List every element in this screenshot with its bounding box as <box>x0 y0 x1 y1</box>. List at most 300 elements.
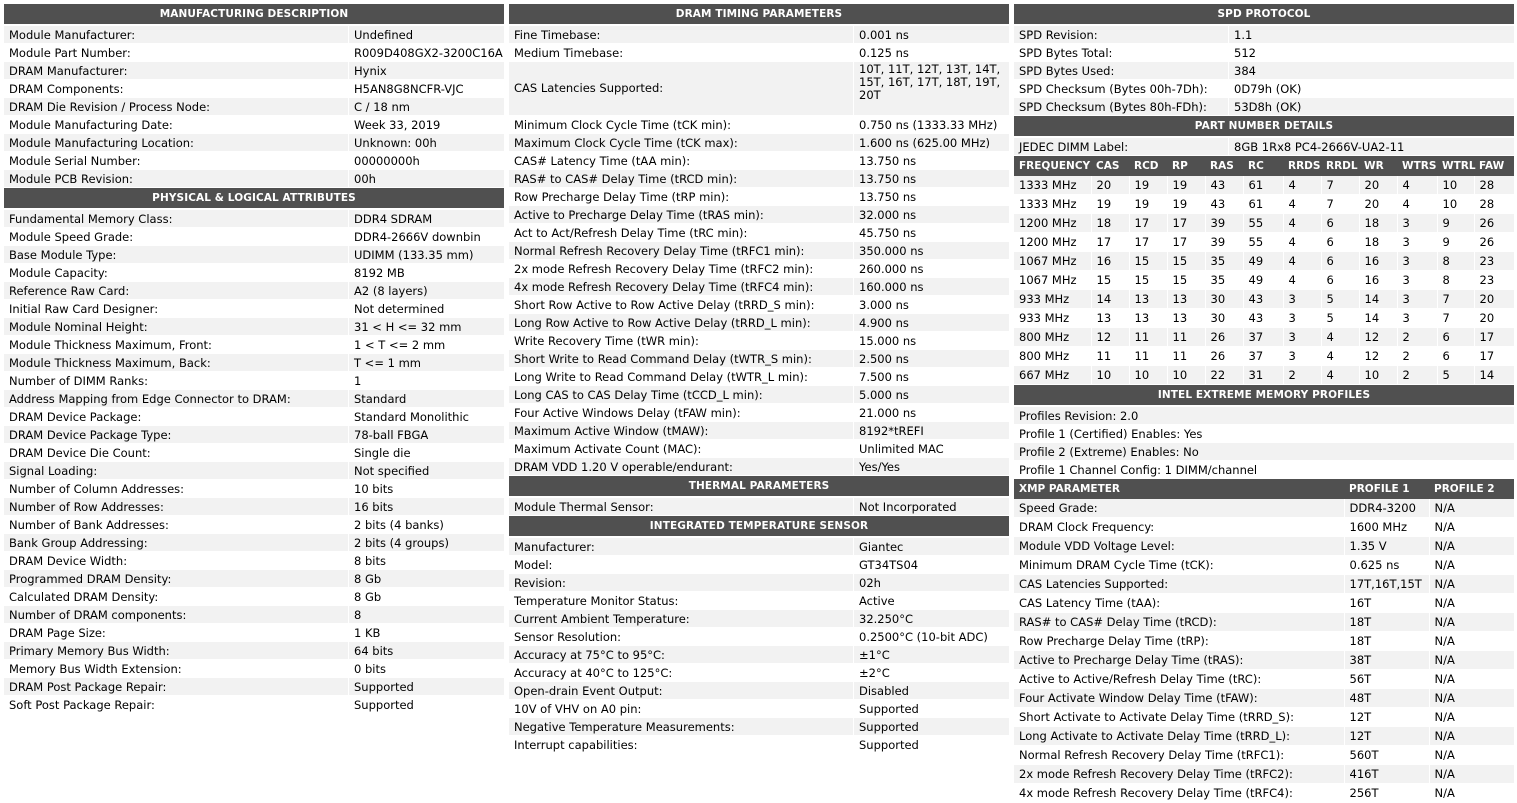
kv-key: Module Manufacturer: <box>4 26 349 43</box>
table-cell: 18 <box>1359 214 1397 233</box>
kv-row <box>4 44 504 62</box>
table-cell: 16 <box>1091 252 1129 271</box>
kv-value: A2 (8 layers) <box>354 284 428 298</box>
column-header: PROFILE 2 <box>1429 479 1514 499</box>
kv-key: Module PCB Revision: <box>4 170 349 187</box>
table-cell: Four Activate Window Delay Time (tFAW): <box>1014 689 1344 708</box>
kv-value: T <= 1 mm <box>354 356 421 370</box>
table-cell: 1200 MHz <box>1014 233 1091 252</box>
table-cell: 4 <box>1397 176 1437 195</box>
table-cell: 6 <box>1321 214 1359 233</box>
kv-value: 10 bits <box>354 482 394 496</box>
kv-value: 2 bits (4 banks) <box>354 518 444 532</box>
kv-key: Long Row Active to Row Active Delay (tRRD_L min): <box>509 314 854 331</box>
kv-value: 64 bits <box>354 644 394 658</box>
table-cell: N/A <box>1429 594 1514 613</box>
table-cell: 2 <box>1397 366 1437 385</box>
kv-value: 2 bits (4 groups) <box>354 536 449 550</box>
kv-key: Current Ambient Temperature: <box>509 610 854 627</box>
kv-value: 13.750 ns <box>859 190 917 204</box>
table-cell: 416T <box>1344 765 1429 784</box>
table-cell: 1.35 V <box>1344 537 1429 556</box>
kv-value: 1 <box>354 374 362 388</box>
kv-row <box>509 188 1009 206</box>
section-header: THERMAL PARAMETERS <box>509 476 1009 498</box>
table-cell: 15 <box>1167 252 1205 271</box>
table-cell: 14 <box>1359 290 1397 309</box>
table-cell: 5 <box>1321 290 1359 309</box>
kv-row <box>509 332 1009 350</box>
table-cell: 12 <box>1359 328 1397 347</box>
table-cell: 2 <box>1397 328 1437 347</box>
table-cell: 2x mode Refresh Recovery Delay Time (tRFC2): <box>1014 765 1344 784</box>
table-cell: 17 <box>1091 233 1129 252</box>
kv-key: DRAM Post Package Repair: <box>4 678 349 695</box>
kv-row <box>509 628 1009 646</box>
kv-key: DRAM Device Die Count: <box>4 444 349 461</box>
table-cell: 12 <box>1359 347 1397 366</box>
kv-key: Module Manufacturing Date: <box>4 116 349 133</box>
kv-value: 2.500 ns <box>859 352 909 366</box>
column-header: WR <box>1359 156 1397 176</box>
kv-key: Number of Column Addresses: <box>4 480 349 497</box>
table-cell: 19 <box>1167 195 1205 214</box>
table-cell: 256T <box>1344 784 1429 803</box>
table-cell: 2 <box>1397 347 1437 366</box>
table-cell: N/A <box>1429 689 1514 708</box>
table-cell: 4 <box>1283 252 1321 271</box>
kv-list <box>1014 26 1514 116</box>
kv-row <box>4 336 504 354</box>
table-cell: 11 <box>1167 347 1205 366</box>
column-left <box>4 4 504 714</box>
table-cell: 800 MHz <box>1014 328 1091 347</box>
table-cell: CAS Latencies Supported: <box>1014 575 1344 594</box>
kv-row <box>4 624 504 642</box>
kv-value: Unlimited MAC <box>859 442 944 456</box>
kv-row <box>4 390 504 408</box>
table-cell: 13 <box>1129 290 1167 309</box>
kv-row <box>509 26 1009 44</box>
kv-row <box>509 592 1009 610</box>
jedec-label-row <box>1014 138 1514 156</box>
kv-row <box>509 646 1009 664</box>
table-row <box>1014 708 1514 727</box>
column-header: WTRL <box>1437 156 1474 176</box>
table-cell: 49 <box>1243 271 1283 290</box>
table-cell: 560T <box>1344 746 1429 765</box>
kv-row <box>509 224 1009 242</box>
kv-key: Maximum Active Window (tMAW): <box>509 422 854 439</box>
table-cell: Short Activate to Activate Delay Time (tRRD_S): <box>1014 708 1344 727</box>
table-cell: 3 <box>1283 309 1321 328</box>
table-cell: 20 <box>1474 309 1514 328</box>
table-cell: 31 <box>1243 366 1283 385</box>
kv-row <box>4 534 504 552</box>
kv-key: Minimum Clock Cycle Time (tCK min): <box>509 116 854 133</box>
part-number-table <box>1014 156 1515 385</box>
kv-key: Primary Memory Bus Width: <box>4 642 349 659</box>
table-cell: 17 <box>1474 347 1514 366</box>
table-cell: 10 <box>1437 195 1474 214</box>
kv-row <box>509 422 1009 440</box>
kv-key: Initial Raw Card Designer: <box>4 300 349 317</box>
spd-section <box>1014 4 1514 116</box>
kv-row <box>509 664 1009 682</box>
table-cell: 3 <box>1397 309 1437 328</box>
kv-row <box>4 282 504 300</box>
kv-key: Bank Group Addressing: <box>4 534 349 551</box>
kv-row <box>4 462 504 480</box>
table-cell: 11 <box>1091 347 1129 366</box>
kv-row <box>509 278 1009 296</box>
xmp-info-list <box>1014 407 1514 479</box>
manufacturing-section <box>4 4 504 188</box>
kv-value: 02h <box>859 576 881 590</box>
kv-row <box>509 404 1009 422</box>
kv-row <box>4 444 504 462</box>
column-header: RP <box>1167 156 1205 176</box>
table-cell: 56T <box>1344 670 1429 689</box>
kv-value: 0.001 ns <box>859 28 909 42</box>
table-row <box>1014 309 1514 328</box>
kv-row <box>509 682 1009 700</box>
table-cell: 28 <box>1474 195 1514 214</box>
kv-value: 8 <box>354 608 362 622</box>
xmp-header-row <box>1014 479 1514 499</box>
table-cell: N/A <box>1429 518 1514 537</box>
table-cell: 55 <box>1243 214 1283 233</box>
table-cell: 13 <box>1167 290 1205 309</box>
table-cell: N/A <box>1429 632 1514 651</box>
kv-row <box>509 116 1009 134</box>
table-cell: 800 MHz <box>1014 347 1091 366</box>
kv-value: Not determined <box>354 302 445 316</box>
kv-key: Number of DRAM components: <box>4 606 349 623</box>
part-number-header-row <box>1014 156 1514 176</box>
kv-row <box>509 170 1009 188</box>
table-cell: 38T <box>1344 651 1429 670</box>
table-cell: 17 <box>1167 233 1205 252</box>
table-cell: 4 <box>1321 347 1359 366</box>
table-cell: 4 <box>1321 366 1359 385</box>
table-cell: 35 <box>1205 271 1243 290</box>
table-cell: 1200 MHz <box>1014 214 1091 233</box>
kv-value: DDR4 SDRAM <box>354 212 433 226</box>
section-header: PART NUMBER DETAILS <box>1014 116 1514 138</box>
kv-row <box>4 116 504 134</box>
table-cell: 6 <box>1321 233 1359 252</box>
table-cell: 3 <box>1397 290 1437 309</box>
table-cell: 14 <box>1359 309 1397 328</box>
table-cell: N/A <box>1429 746 1514 765</box>
table-row <box>1014 214 1514 233</box>
kv-value: Not Incorporated <box>859 500 957 514</box>
kv-value: 1 < T <= 2 mm <box>354 338 446 352</box>
kv-row <box>4 300 504 318</box>
kv-value: 16 bits <box>354 500 394 514</box>
table-cell: Speed Grade: <box>1014 499 1344 518</box>
table-cell: 17 <box>1129 214 1167 233</box>
section-header: INTEGRATED TEMPERATURE SENSOR <box>509 516 1009 538</box>
kv-row <box>4 516 504 534</box>
kv-row <box>509 242 1009 260</box>
table-cell: 16T <box>1344 594 1429 613</box>
kv-row <box>509 260 1009 278</box>
kv-key: DRAM Manufacturer: <box>4 62 349 79</box>
kv-key: Temperature Monitor Status: <box>509 592 854 609</box>
xmp-info-row: Profile 1 Channel Config: 1 DIMM/channel <box>1014 461 1514 479</box>
kv-key: Module Capacity: <box>4 264 349 281</box>
table-cell: 23 <box>1474 252 1514 271</box>
kv-list <box>4 210 504 714</box>
table-cell: Row Precharge Delay Time (tRP): <box>1014 632 1344 651</box>
kv-key: Long Write to Read Command Delay (tWTR_L min): <box>509 368 854 385</box>
xmp-info-row: Profile 1 (Certified) Enables: Yes <box>1014 425 1514 443</box>
table-cell: Normal Refresh Recovery Delay Time (tRFC1): <box>1014 746 1344 765</box>
table-cell: 10 <box>1129 366 1167 385</box>
kv-row <box>509 206 1009 224</box>
table-row <box>1014 689 1514 708</box>
kv-row <box>4 696 504 714</box>
table-cell: 17 <box>1167 214 1205 233</box>
kv-key: Number of Row Addresses: <box>4 498 349 515</box>
table-cell: 18T <box>1344 632 1429 651</box>
kv-key: 10V of VHV on A0 pin: <box>509 700 854 717</box>
kv-key: Address Mapping from Edge Connector to DRAM: <box>4 390 349 407</box>
kv-key: Accuracy at 40°C to 125°C: <box>509 664 854 681</box>
kv-row <box>4 354 504 372</box>
kv-value: 53D8h (OK) <box>1234 100 1302 114</box>
kv-row <box>4 228 504 246</box>
kv-value: 1 KB <box>354 626 381 640</box>
table-row <box>1014 366 1514 385</box>
table-row <box>1014 670 1514 689</box>
kv-row <box>509 152 1009 170</box>
kv-value: Supported <box>354 698 414 712</box>
table-cell: 20 <box>1091 176 1129 195</box>
kv-value: Standard <box>354 392 407 406</box>
xmp-section <box>1014 385 1514 803</box>
table-row <box>1014 594 1514 613</box>
table-row <box>1014 328 1514 347</box>
table-cell: 13 <box>1129 309 1167 328</box>
kv-value: R009D408GX2-3200C16A <box>354 46 503 60</box>
kv-key: Write Recovery Time (tWR min): <box>509 332 854 349</box>
sensor-section <box>509 516 1009 754</box>
table-cell: DDR4-3200 <box>1344 499 1429 518</box>
table-cell: 13 <box>1091 309 1129 328</box>
table-cell: 6 <box>1321 252 1359 271</box>
kv-value: Supported <box>859 702 919 716</box>
kv-value: 0.125 ns <box>859 46 909 60</box>
kv-list <box>509 538 1009 754</box>
kv-row <box>4 372 504 390</box>
section-header: SPD PROTOCOL <box>1014 4 1514 26</box>
table-cell: Long Activate to Activate Delay Time (tRRD_L): <box>1014 727 1344 746</box>
table-cell: 5 <box>1437 366 1474 385</box>
kv-value: 10T, 11T, 12T, 13T, 14T, 15T, 16T, 17T, 18T, 19T, 20T <box>859 62 1001 102</box>
table-cell: 1333 MHz <box>1014 195 1091 214</box>
table-cell: N/A <box>1429 537 1514 556</box>
table-cell: Minimum DRAM Cycle Time (tCK): <box>1014 556 1344 575</box>
kv-key: DRAM Device Package: <box>4 408 349 425</box>
kv-value: 8 Gb <box>354 590 382 604</box>
table-row <box>1014 727 1514 746</box>
table-cell: 4x mode Refresh Recovery Delay Time (tRFC4): <box>1014 784 1344 803</box>
table-cell: 10 <box>1167 366 1205 385</box>
kv-row <box>4 426 504 444</box>
kv-key: Module Thickness Maximum, Front: <box>4 336 349 353</box>
table-cell: 20 <box>1359 195 1397 214</box>
table-cell: 14 <box>1474 366 1514 385</box>
kv-row <box>509 736 1009 754</box>
table-cell: 26 <box>1205 347 1243 366</box>
table-cell: 19 <box>1167 176 1205 195</box>
kv-value: Standard Monolithic <box>354 410 469 424</box>
table-cell: 15 <box>1129 252 1167 271</box>
table-cell: N/A <box>1429 613 1514 632</box>
table-cell: 19 <box>1129 176 1167 195</box>
kv-row <box>4 170 504 188</box>
table-cell: 3 <box>1283 290 1321 309</box>
kv-key: SPD Bytes Total: <box>1014 44 1229 61</box>
table-cell: 3 <box>1397 233 1437 252</box>
table-cell: 20 <box>1359 176 1397 195</box>
kv-value: 512 <box>1234 46 1256 60</box>
table-row <box>1014 537 1514 556</box>
table-row <box>1014 195 1514 214</box>
table-cell: 19 <box>1091 195 1129 214</box>
table-cell: N/A <box>1429 670 1514 689</box>
kv-value: C / 18 nm <box>354 100 410 114</box>
table-cell: 14 <box>1091 290 1129 309</box>
kv-key: Normal Refresh Recovery Delay Time (tRFC1 min): <box>509 242 854 259</box>
table-cell: 3 <box>1397 252 1437 271</box>
table-cell: 39 <box>1205 233 1243 252</box>
table-cell: 48T <box>1344 689 1429 708</box>
kv-key: Short Write to Read Command Delay (tWTR_S min): <box>509 350 854 367</box>
kv-key: Four Active Windows Delay (tFAW min): <box>509 404 854 421</box>
kv-key: Number of DIMM Ranks: <box>4 372 349 389</box>
kv-value: 7.500 ns <box>859 370 909 384</box>
table-cell: 4 <box>1283 233 1321 252</box>
kv-key: 2x mode Refresh Recovery Delay Time (tRFC2 min): <box>509 260 854 277</box>
table-row <box>1014 252 1514 271</box>
kv-value: 384 <box>1234 64 1256 78</box>
column-header: CAS <box>1091 156 1129 176</box>
kv-row <box>4 210 504 228</box>
kv-key: Fine Timebase: <box>509 26 854 43</box>
table-cell: RAS# to CAS# Delay Time (tRCD): <box>1014 613 1344 632</box>
kv-value: 4.900 ns <box>859 316 909 330</box>
table-cell: Active to Precharge Delay Time (tRAS): <box>1014 651 1344 670</box>
table-row <box>1014 765 1514 784</box>
column-header: RCD <box>1129 156 1167 176</box>
table-cell: N/A <box>1429 651 1514 670</box>
kv-list <box>509 26 1009 476</box>
kv-key: Memory Bus Width Extension: <box>4 660 349 677</box>
xmp-table <box>1014 479 1515 803</box>
table-cell: 1067 MHz <box>1014 252 1091 271</box>
table-row <box>1014 632 1514 651</box>
table-cell: 15 <box>1091 271 1129 290</box>
table-cell: 37 <box>1243 347 1283 366</box>
kv-row <box>509 134 1009 152</box>
table-cell: 18T <box>1344 613 1429 632</box>
table-cell: 30 <box>1205 309 1243 328</box>
kv-value: 31 < H <= 32 mm <box>354 320 462 334</box>
kv-row <box>4 678 504 696</box>
table-row <box>1014 290 1514 309</box>
kv-row <box>509 718 1009 736</box>
timing-section <box>509 4 1009 476</box>
kv-row <box>509 350 1009 368</box>
table-cell: Module VDD Voltage Level: <box>1014 537 1344 556</box>
table-cell: 6 <box>1437 328 1474 347</box>
kv-key: Soft Post Package Repair: <box>4 696 349 713</box>
kv-key: Accuracy at 75°C to 95°C: <box>509 646 854 663</box>
table-cell: 7 <box>1321 176 1359 195</box>
table-cell: 26 <box>1205 328 1243 347</box>
kv-value: Week 33, 2019 <box>354 118 441 132</box>
kv-value: Supported <box>859 738 919 752</box>
kv-row <box>509 440 1009 458</box>
kv-key: CAS Latencies Supported: <box>509 62 854 115</box>
kv-row <box>1014 26 1514 44</box>
kv-row <box>4 152 504 170</box>
physical-section <box>4 188 504 714</box>
kv-key: Base Module Type: <box>4 246 349 263</box>
table-cell: 15 <box>1167 271 1205 290</box>
column-header: RAS <box>1205 156 1243 176</box>
table-cell: 26 <box>1474 233 1514 252</box>
table-cell: 19 <box>1129 195 1167 214</box>
table-cell: 61 <box>1243 195 1283 214</box>
kv-key: DRAM Die Revision / Process Node: <box>4 98 349 115</box>
kv-row <box>509 556 1009 574</box>
kv-value: ±1°C <box>859 648 890 662</box>
kv-value: 00000000h <box>354 154 420 168</box>
table-cell: 17T,16T,15T <box>1344 575 1429 594</box>
kv-key: Module Part Number: <box>4 44 349 61</box>
kv-value: 350.000 ns <box>859 244 924 258</box>
kv-value: 160.000 ns <box>859 280 924 294</box>
kv-key: Short Row Active to Row Active Delay (tRRD_S min): <box>509 296 854 313</box>
table-cell: Active to Active/Refresh Delay Time (tRC): <box>1014 670 1344 689</box>
table-cell: 18 <box>1091 214 1129 233</box>
table-cell: 12T <box>1344 708 1429 727</box>
kv-value: 8 bits <box>354 554 386 568</box>
kv-value: Undefined <box>354 28 413 42</box>
table-row <box>1014 651 1514 670</box>
column-header: PROFILE 1 <box>1344 479 1429 499</box>
table-cell: 39 <box>1205 214 1243 233</box>
kv-row <box>4 498 504 516</box>
kv-row <box>509 296 1009 314</box>
table-cell: 3 <box>1283 347 1321 366</box>
section-header: MANUFACTURING DESCRIPTION <box>4 4 504 26</box>
kv-value: Disabled <box>859 684 909 698</box>
table-row <box>1014 518 1514 537</box>
table-cell: 55 <box>1243 233 1283 252</box>
kv-row <box>509 610 1009 628</box>
kv-value: 15.000 ns <box>859 334 917 348</box>
table-cell: 12 <box>1091 328 1129 347</box>
section-header: INTEL EXTREME MEMORY PROFILES <box>1014 385 1514 407</box>
table-row <box>1014 613 1514 632</box>
table-cell: 933 MHz <box>1014 290 1091 309</box>
